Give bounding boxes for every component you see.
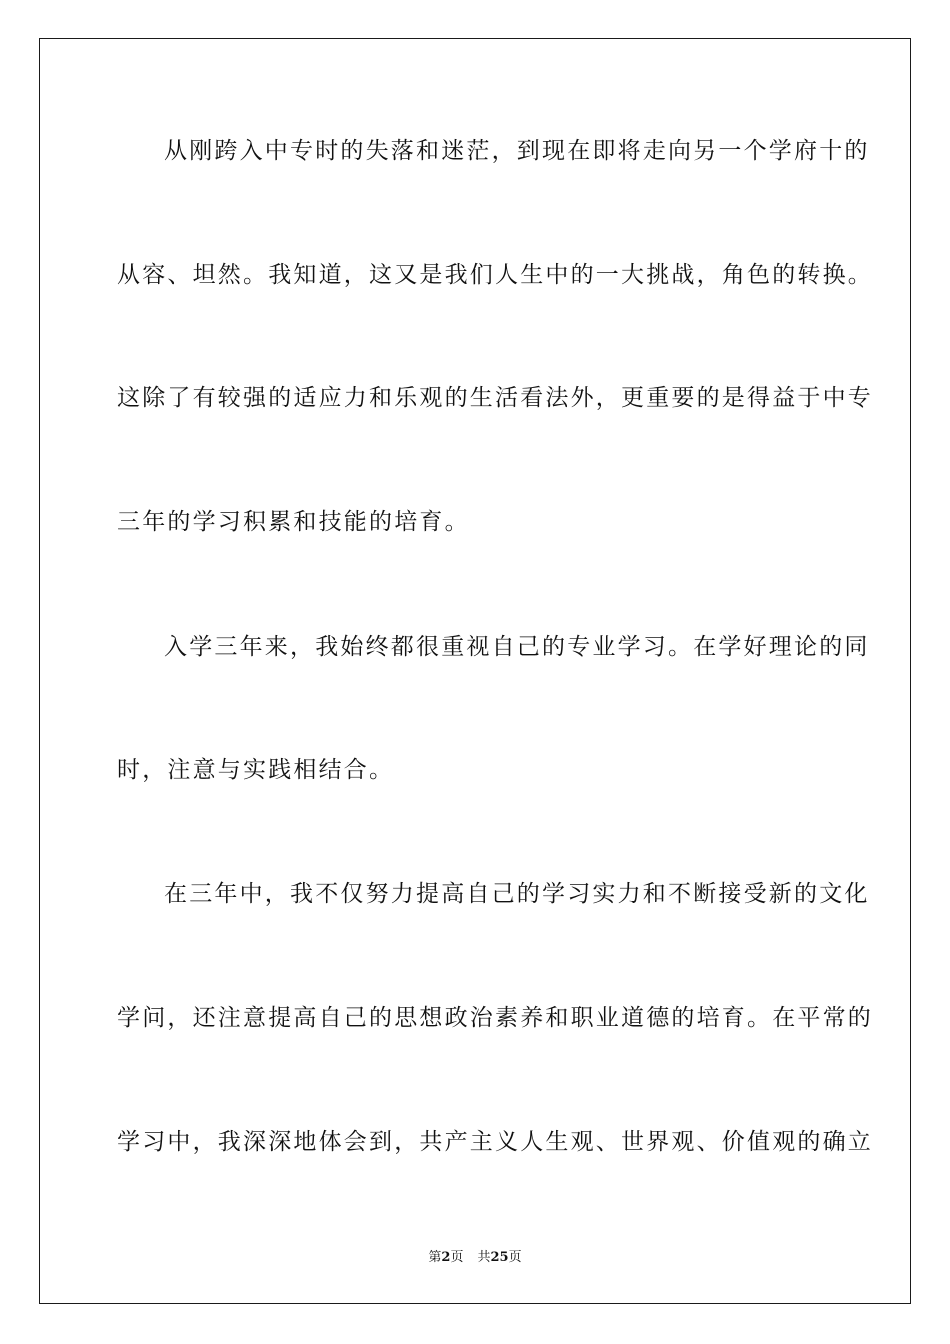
page-border xyxy=(39,38,911,1304)
text-line-6: 时，注意与实践相结合。 xyxy=(117,757,395,783)
text-line-1: 从刚跨入中专时的失落和迷茫，到现在即将走向另一个学府十的 xyxy=(164,138,870,164)
total-suffix: 页 xyxy=(508,1250,522,1265)
page-footer xyxy=(0,1248,950,1268)
text-line-8: 学问，还注意提高自己的思想政治素养和职业道德的培育。在平常的 xyxy=(117,1005,873,1031)
current-page-number: 2 xyxy=(441,1250,451,1265)
text-line-5: 入学三年来，我始终都很重视自己的专业学习。在学好理论的同 xyxy=(164,634,870,660)
text-line-7: 在三年中，我不仅努力提高自己的学习实力和不断接受新的文化 xyxy=(164,881,870,907)
text-line-9: 学习中，我深深地体会到，共产主义人生观、世界观、价值观的确立 xyxy=(117,1129,873,1155)
text-line-2: 从容、坦然。我知道，这又是我们人生中的一大挑战，角色的转换。 xyxy=(117,262,873,288)
text-line-4: 三年的学习积累和技能的培育。 xyxy=(117,509,470,535)
total-prefix: 共 xyxy=(477,1250,491,1265)
page-prefix: 第 xyxy=(428,1250,442,1265)
page-suffix: 页 xyxy=(450,1250,464,1265)
text-line-3: 这除了有较强的适应力和乐观的生活看法外，更重要的是得益于中专 xyxy=(117,385,873,411)
total-page-count: 25 xyxy=(490,1250,509,1265)
